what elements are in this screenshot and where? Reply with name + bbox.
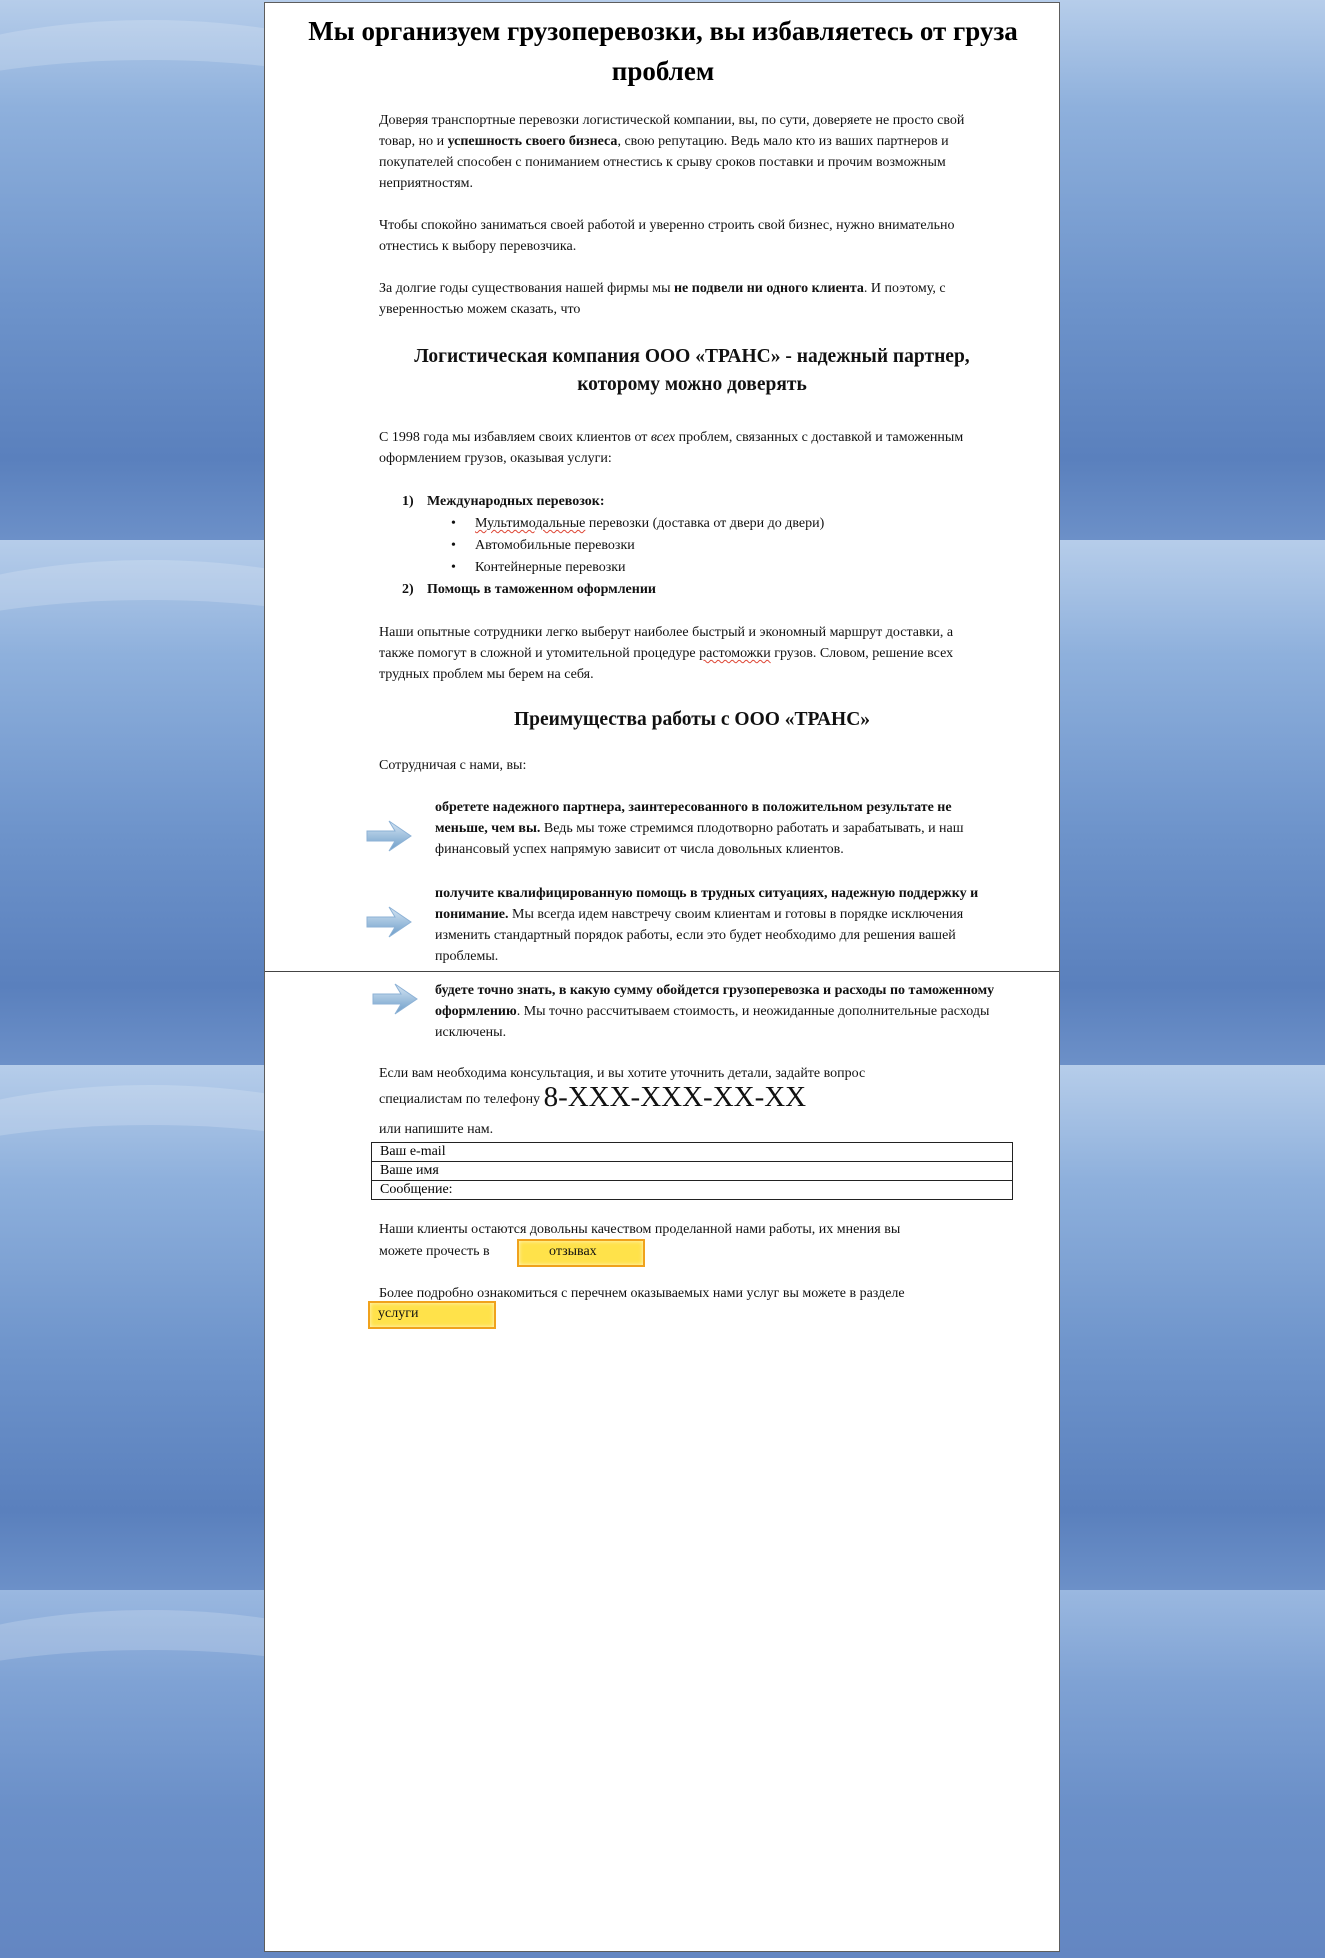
list-number: 1) <box>402 494 414 509</box>
phone-number[interactable]: 8-XXX-XXX-XX-XX <box>543 1081 807 1113</box>
list-item: Международных перевозок: <box>427 494 605 509</box>
arrow-right-icon <box>365 817 415 855</box>
message-field[interactable]: Сообщение: <box>372 1180 1012 1199</box>
list-number: 2) <box>402 582 414 597</box>
arrow-right-icon <box>365 903 415 941</box>
services-link[interactable]: услуги <box>368 1301 496 1329</box>
intro-paragraph-2: Чтобы спокойно заниматься своей работой и уверенно строить свой бизнес, нужно внимательно отнестись к выбору перевозчика. <box>379 218 955 254</box>
contact-line-2: специалистам по телефону 8-XXX-XXX-XX-XX <box>379 1081 807 1113</box>
cooperating-text: Сотрудничая с нами, вы: <box>379 758 527 773</box>
staff-paragraph: Наши опытные сотрудники легко выберут наиболее быстрый и экономный маршрут доставки, а также помогут в сложной и утомительной процедуре растоможки грузов. Словом, решение всех трудных проблем мы берем на себя. <box>379 625 954 682</box>
reviews-line-1: Наши клиенты остаются довольны качеством проделанной нами работы, их мнения вы <box>379 1222 901 1237</box>
section-heading-advantages: Преимущества работы с ООО «ТРАНС» <box>513 709 871 730</box>
contact-form <box>371 1142 1013 1200</box>
intro-paragraph-1: Доверяя транспортные перевозки логистической компании, вы, по сути, доверяете не просто свой товар, но и успешность своего бизнеса, свою репутацию. Ведь мало кто из ваших партнеров и покупателей способен с пониманием отнестись к срыву сроков поставки и прочим возможным неприятностям. <box>379 113 965 191</box>
arrow-right-icon <box>371 980 421 1018</box>
list-item: • Мультимодальные перевозки (доставка от двери до двери) <box>475 513 824 534</box>
list-item: Помощь в таможенном оформлении <box>427 582 656 597</box>
contact-line-3: или напишите нам. <box>379 1122 494 1137</box>
intro-paragraph-3: За долгие годы существования нашей фирмы мы не подвели ни одного клиента. И поэтому, с уверенностью можем сказать, что <box>379 281 946 317</box>
advantage-text: будете точно знать, в какую сумму обойдется грузоперевозка и расходы по таможенному оформлению. Мы точно рассчитываем стоимость, и неожиданные дополнительные расходы исключены. <box>435 983 995 1040</box>
list-item: • Контейнерные перевозки <box>475 557 626 578</box>
since-paragraph: С 1998 года мы избавляем своих клиентов от всех проблем, связанных с доставкой и таможенным оформлением грузов, оказывая услуги: <box>379 430 964 466</box>
reviews-link[interactable]: отзывах <box>517 1239 645 1267</box>
page-break-line <box>265 971 1059 972</box>
list-item: • Автомобильные перевозки <box>475 535 635 556</box>
more-line-1: Более подробно ознакомиться с перечнем оказываемых нами услуг вы можете в разделе <box>379 1286 905 1301</box>
section-heading-company: Логистическая компания ООО «ТРАНС» - надежный партнер, которому можно доверять <box>414 346 970 395</box>
document-page <box>264 2 1060 1952</box>
name-field[interactable]: Ваше имя <box>372 1161 1012 1180</box>
contact-line-1: Если вам необходима консультация, и вы хотите уточнить детали, задайте вопрос <box>379 1066 866 1081</box>
advantage-text: обретете надежного партнера, заинтересованного в положительном результате не меньше, чем вы. Ведь мы тоже стремимся плодотворно работать и зарабатывать, и наш финансовый успех напрямую зависит от числа довольных клиентов. <box>435 800 964 857</box>
email-field[interactable]: Ваш e-mail <box>380 1144 446 1159</box>
advantage-text: получите квалифицированную помощь в трудных ситуациях, надежную поддержку и понимание. Мы всегда идем навстречу своим клиентам и готовы в порядке исключения изменить стандартный порядок работы, если это будет необходимо для решения вашей проблемы. <box>435 886 979 964</box>
page-title: Мы организуем грузоперевозки, вы избавляетесь от груза проблем <box>308 16 1018 86</box>
reviews-line-2: можете прочесть в <box>379 1244 490 1259</box>
